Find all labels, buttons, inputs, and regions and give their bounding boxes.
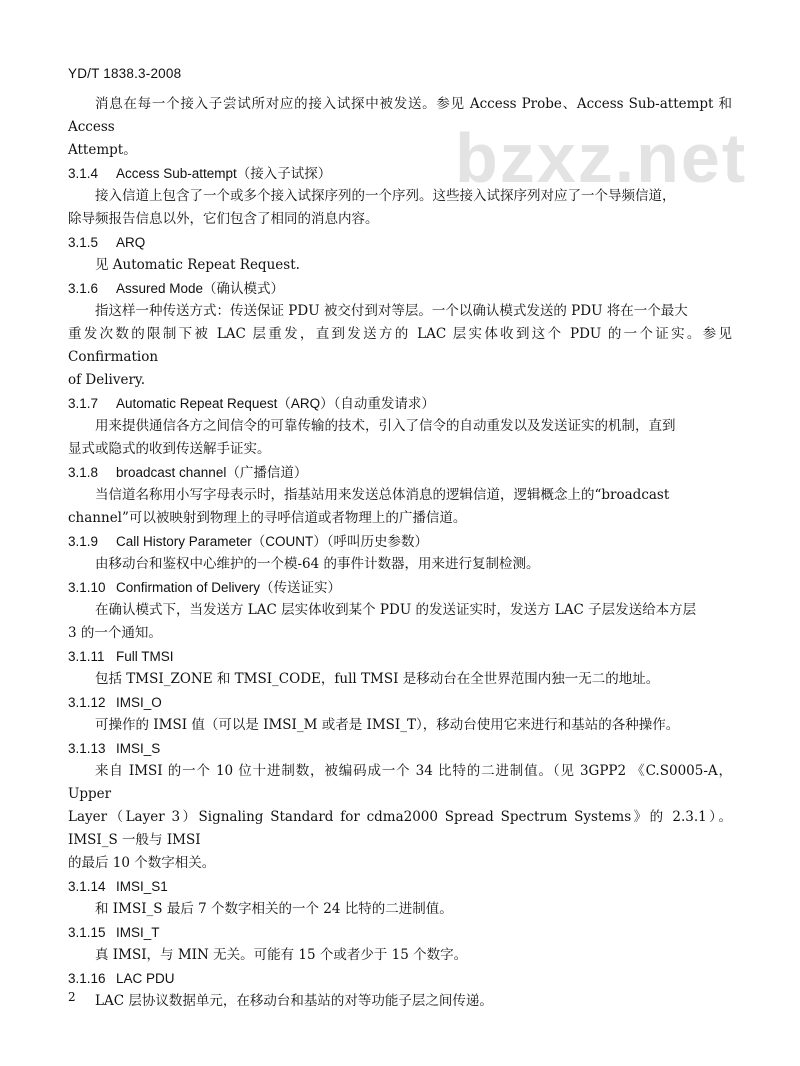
term-title: Automatic Repeat Request（ARQ）（自动重发请求）: [116, 396, 435, 411]
document-body: [68, 93, 732, 1013]
term-definition-line: 见 Automatic Repeat Request.: [95, 257, 300, 273]
term-number: 3.1.7: [68, 396, 99, 411]
term-title: LAC PDU: [116, 971, 175, 986]
term-heading: [68, 645, 732, 668]
term-title: Assured Mode（确认模式）: [116, 281, 285, 296]
term-number: 3.1.10: [68, 580, 106, 595]
term-definition-line: channel”可以被映射到物理上的寻呼信道或者物理上的广播信道。: [68, 510, 467, 526]
term-title: IMSI_S1: [116, 879, 168, 894]
term-title: IMSI_O: [116, 695, 162, 710]
term-definition-line: LAC 层协议数据单元，在移动台和基站的对等功能子层之间传递。: [95, 993, 493, 1009]
term-definition-line: 由移动台和鉴权中心维护的一个模-64 的事件计数器，用来进行复制检测。: [95, 556, 540, 572]
term-list: [68, 162, 732, 1013]
term-title: broadcast channel（广播信道）: [116, 465, 308, 480]
term-number: 3.1.16: [68, 971, 106, 986]
term-definition-line: 用来提供通信各方之间信令的可靠传输的技术，引入了信令的自动重发以及发送证实的机制，直到: [95, 418, 676, 434]
term-number: 3.1.15: [68, 925, 106, 940]
term-heading: [68, 921, 732, 944]
page-number: 2: [68, 990, 76, 1004]
term-definition-line: 的最后 10 个数字相关。: [68, 855, 216, 871]
term-title: ARQ: [116, 235, 146, 250]
term-title: Call History Parameter（COUNT）（呼叫历史参数）: [116, 534, 429, 549]
term-definition-line: 除导频报告信息以外，它们包含了相同的消息内容。: [68, 211, 379, 227]
term-heading: [68, 737, 732, 760]
term-heading: [68, 691, 732, 714]
term-definition-line: 包括 TMSI_ZONE 和 TMSI_CODE，full TMSI 是移动台在全世界范围内独一无二的地址。: [95, 671, 660, 687]
intro-line-2: Attempt。: [68, 142, 137, 158]
term-title: IMSI_S: [116, 741, 161, 756]
term-heading: [68, 162, 732, 185]
term-number: 3.1.8: [68, 465, 99, 480]
term-number: 3.1.11: [68, 649, 105, 664]
intro-line-1: 消息在每一个接入子尝试所对应的接入试探中被发送。参见 Access Probe、Access Sub-attempt 和 Access: [68, 96, 732, 135]
term-definition-line: 3 的一个通知。: [68, 625, 162, 641]
term-heading: [68, 967, 732, 990]
term-number: 3.1.9: [68, 534, 99, 549]
term-heading: [68, 530, 732, 553]
term-number: 3.1.6: [68, 281, 99, 296]
term-title: Full TMSI: [116, 649, 174, 664]
term-title: Confirmation of Delivery（传送证实）: [116, 580, 342, 595]
term-heading: [68, 576, 732, 599]
term-definition-line: 指这样一种传送方式：传送保证 PDU 被交付到对等层。一个以确认模式发送的 PDU 将在一个最大: [95, 303, 688, 319]
term-heading: [68, 461, 732, 484]
term-definition-line: 重发次数的限制下被 LAC 层重发，直到发送方的 LAC 层实体收到这个 PDU 的一个证实。参见 Confirmation: [68, 326, 732, 365]
term-definition-line: 接入信道上包含了一个或多个接入试探序列的一个序列。这些接入试探序列对应了一个导频信道，: [95, 188, 676, 204]
term-definition-line: 来自 IMSI 的一个 10 位十进制数，被编码成一个 34 比特的二进制值。（见 3GPP2 《C.S0005-A，Upper: [68, 763, 732, 802]
term-title: IMSI_T: [116, 925, 160, 940]
term-title: Access Sub-attempt（接入子试探）: [116, 166, 332, 181]
term-definition-line: 当信道名称用小写字母表示时，指基站用来发送总体消息的逻辑信道，逻辑概念上的“broadcast: [95, 487, 670, 503]
term-number: 3.1.5: [68, 235, 99, 250]
term-heading: [68, 231, 732, 254]
term-definition-line: 和 IMSI_S 最后 7 个数字相关的一个 24 比特的二进制值。: [95, 901, 453, 917]
term-definition-line: 显式或隐式的收到传送解手证实。: [68, 441, 271, 457]
term-number: 3.1.13: [68, 741, 106, 756]
term-definition-line: 真 IMSI，与 MIN 无关。可能有 15 个或者少于 15 个数字。: [95, 947, 468, 963]
term-number: 3.1.14: [68, 879, 106, 894]
watermark: bzxz.net: [455, 119, 748, 197]
standard-header: YD/T 1838.3-2008: [68, 66, 182, 81]
term-definition-line: Layer（Layer 3）Signaling Standard for cdma2000 Spread Spectrum Systems》的 2.3.1）。IMSI_S 一般与 IMSI: [68, 809, 732, 848]
term-heading: [68, 875, 732, 898]
term-number: 3.1.12: [68, 695, 106, 710]
term-definition-line: 在确认模式下，当发送方 LAC 层实体收到某个 PDU 的发送证实时，发送方 LAC 子层发送给本方层: [95, 602, 697, 618]
term-definition-line: of Delivery.: [68, 372, 146, 388]
term-definition-line: 可操作的 IMSI 值（可以是 IMSI_M 或者是 IMSI_T），移动台使用它来进行和基站的各种操作。: [95, 717, 680, 733]
term-heading: [68, 392, 732, 415]
term-heading: [68, 277, 732, 300]
term-number: 3.1.4: [68, 166, 99, 181]
